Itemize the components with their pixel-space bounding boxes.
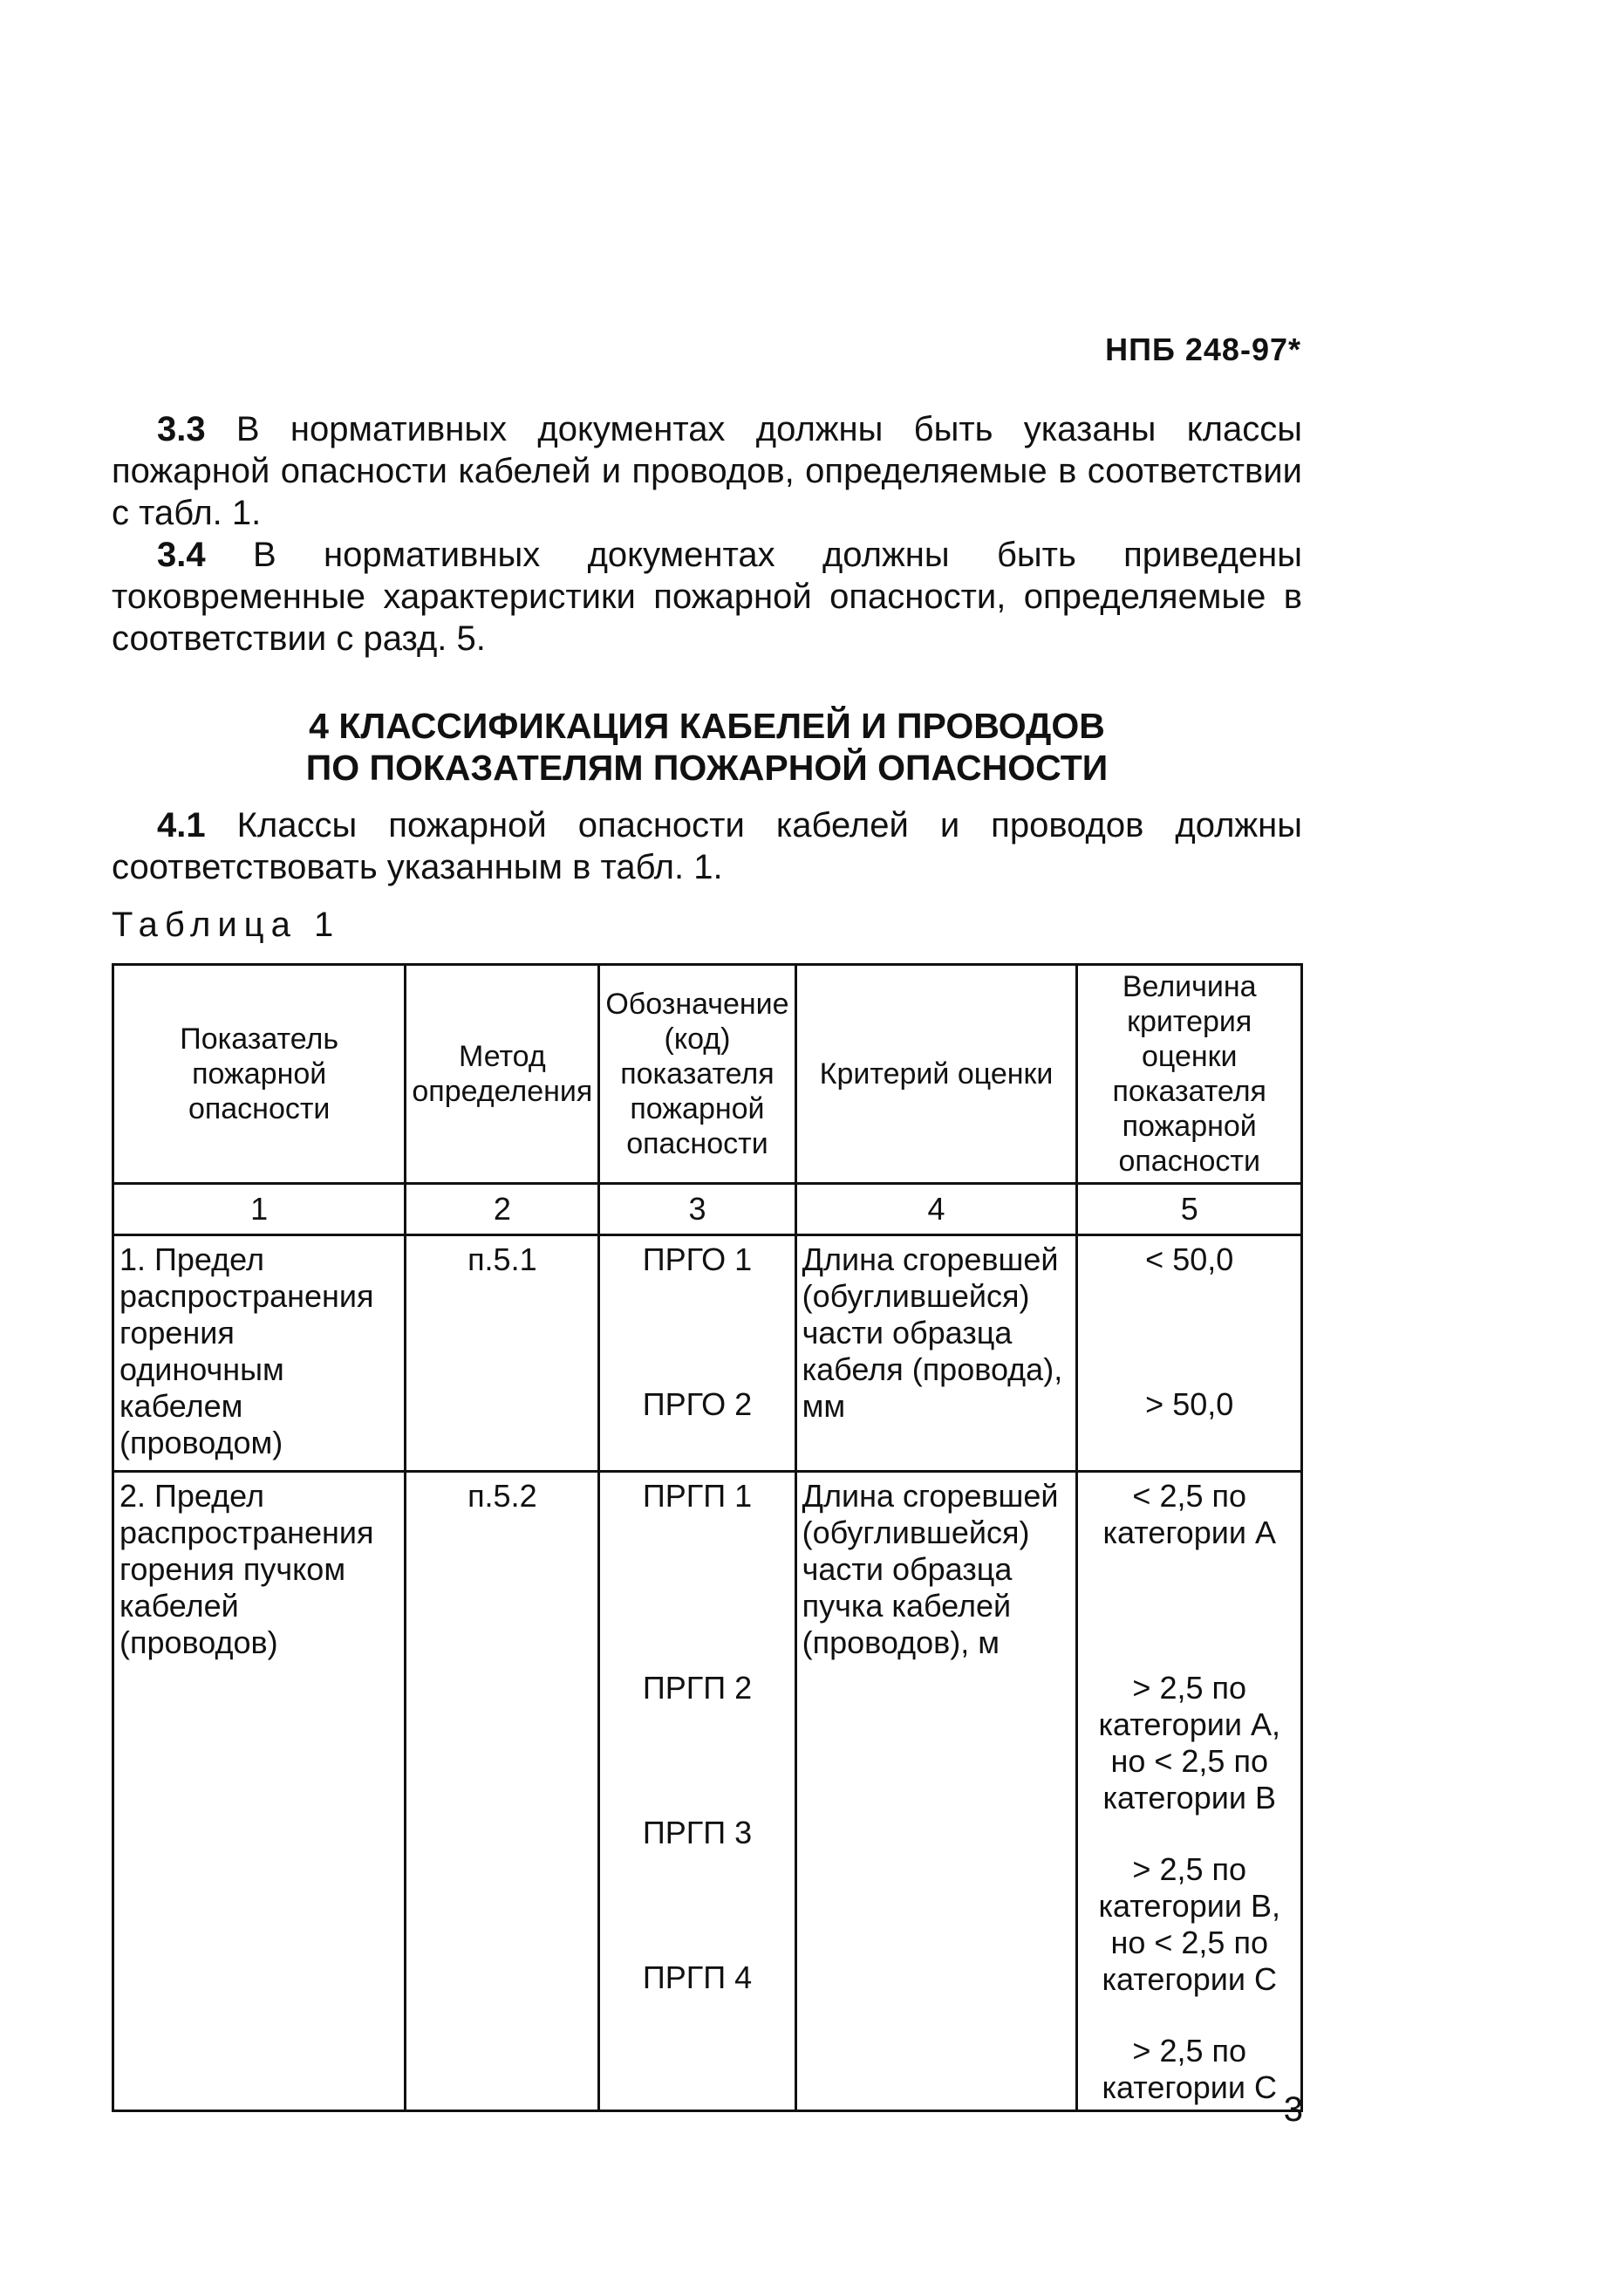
column-number: 3 bbox=[599, 1184, 795, 1235]
method-text: п.5.2 bbox=[467, 1478, 537, 1514]
method-text: п.5.1 bbox=[467, 1241, 537, 1277]
indicator-text: 2. Предел распространения горения пучком кабелей (проводов) bbox=[119, 1478, 374, 1660]
column-header-code: Обозначение (код) показателя пожарной опасности bbox=[599, 965, 795, 1184]
criterion-text: Длина сгоревшей (обуглившейся) части образца кабеля (провода), мм bbox=[802, 1241, 1063, 1424]
column-number: 2 bbox=[406, 1184, 599, 1235]
paragraph-number: 3.4 bbox=[157, 536, 206, 574]
column-number-row bbox=[113, 1184, 1302, 1235]
indicator-cell bbox=[113, 1472, 406, 2111]
value-cell bbox=[1077, 1472, 1302, 2111]
paragraph-4-1 bbox=[112, 804, 1302, 888]
column-header-criterion: Критерий оценки bbox=[795, 965, 1077, 1184]
code-text: ПРГП 2 bbox=[642, 1670, 753, 1706]
value-text: < 2,5 по категории А bbox=[1102, 1478, 1276, 1550]
code-text: ПРГП 3 bbox=[642, 1815, 753, 1850]
paragraph-3-3 bbox=[112, 408, 1302, 534]
section-heading-line-2: ПО ПОКАЗАТЕЛЯМ ПОЖАРНОЙ ОПАСНОСТИ bbox=[305, 748, 1109, 788]
code-text: ПРГП 1 bbox=[642, 1478, 753, 1514]
value-text: > 2,5 по категории А, но < 2,5 по категории В bbox=[1098, 1670, 1280, 1816]
indicator-text: 1. Предел распространения горения одиночным кабелем (проводом) bbox=[119, 1241, 374, 1460]
column-header-indicator: Показатель пожарной опасности bbox=[113, 965, 406, 1184]
section-heading-line-1: 4 КЛАССИФИКАЦИЯ КАБЕЛЕЙ И ПРОВОДОВ bbox=[309, 706, 1105, 746]
column-number: 4 bbox=[795, 1184, 1077, 1235]
section-heading bbox=[112, 705, 1302, 789]
table-header-row bbox=[113, 965, 1302, 1184]
value-text: < 50,0 bbox=[1145, 1241, 1234, 1277]
value-cell bbox=[1077, 1235, 1302, 1472]
column-header-value: Величина критерия оценки показателя пожарной опасности bbox=[1077, 965, 1302, 1184]
code-text: ПРГП 4 bbox=[642, 1959, 753, 1995]
code-cell bbox=[599, 1472, 795, 2111]
paragraph-3-4 bbox=[112, 534, 1302, 660]
classification-table bbox=[112, 963, 1303, 2112]
indicator-cell bbox=[113, 1235, 406, 1472]
code-text: ПРГО 2 bbox=[642, 1386, 753, 1422]
table-row bbox=[113, 1472, 1302, 2111]
paragraph-text: В нормативных документах должны быть указаны классы пожарной опасности кабелей и проводов, определяемые в соответствии с табл. 1. bbox=[112, 410, 1302, 532]
method-cell bbox=[406, 1235, 599, 1472]
value-text: > 50,0 bbox=[1145, 1386, 1234, 1422]
table-row bbox=[113, 1235, 1302, 1472]
code-text: ПРГО 1 bbox=[642, 1241, 753, 1277]
paragraph-number: 4.1 bbox=[157, 806, 206, 845]
paragraph-text: Классы пожарной опасности кабелей и проводов должны соответствовать указанным в табл. 1. bbox=[112, 806, 1302, 886]
code-cell bbox=[599, 1235, 795, 1472]
table-caption: Таблица 1 bbox=[112, 906, 341, 944]
column-header-method: Метод определения bbox=[406, 965, 599, 1184]
column-number: 5 bbox=[1077, 1184, 1302, 1235]
method-cell bbox=[406, 1472, 599, 2111]
paragraph-number: 3.3 bbox=[157, 410, 206, 448]
criterion-cell bbox=[795, 1472, 1077, 2111]
criterion-text: Длина сгоревшей (обуглившейся) части образца пучка кабелей (проводов), м bbox=[802, 1478, 1059, 1660]
paragraph-text: В нормативных документах должны быть приведены токовременные характеристики пожарной опасности, определяемые в соответствии с разд. 5. bbox=[112, 536, 1302, 658]
criterion-cell bbox=[795, 1235, 1077, 1472]
value-text: > 2,5 по категории С bbox=[1102, 2033, 1277, 2105]
page-number: 3 bbox=[1283, 2090, 1303, 2129]
document-code: НПБ 248-97* bbox=[1105, 332, 1301, 367]
column-number: 1 bbox=[113, 1184, 406, 1235]
value-text: > 2,5 по категории В, но < 2,5 по категории С bbox=[1098, 1851, 1280, 1997]
